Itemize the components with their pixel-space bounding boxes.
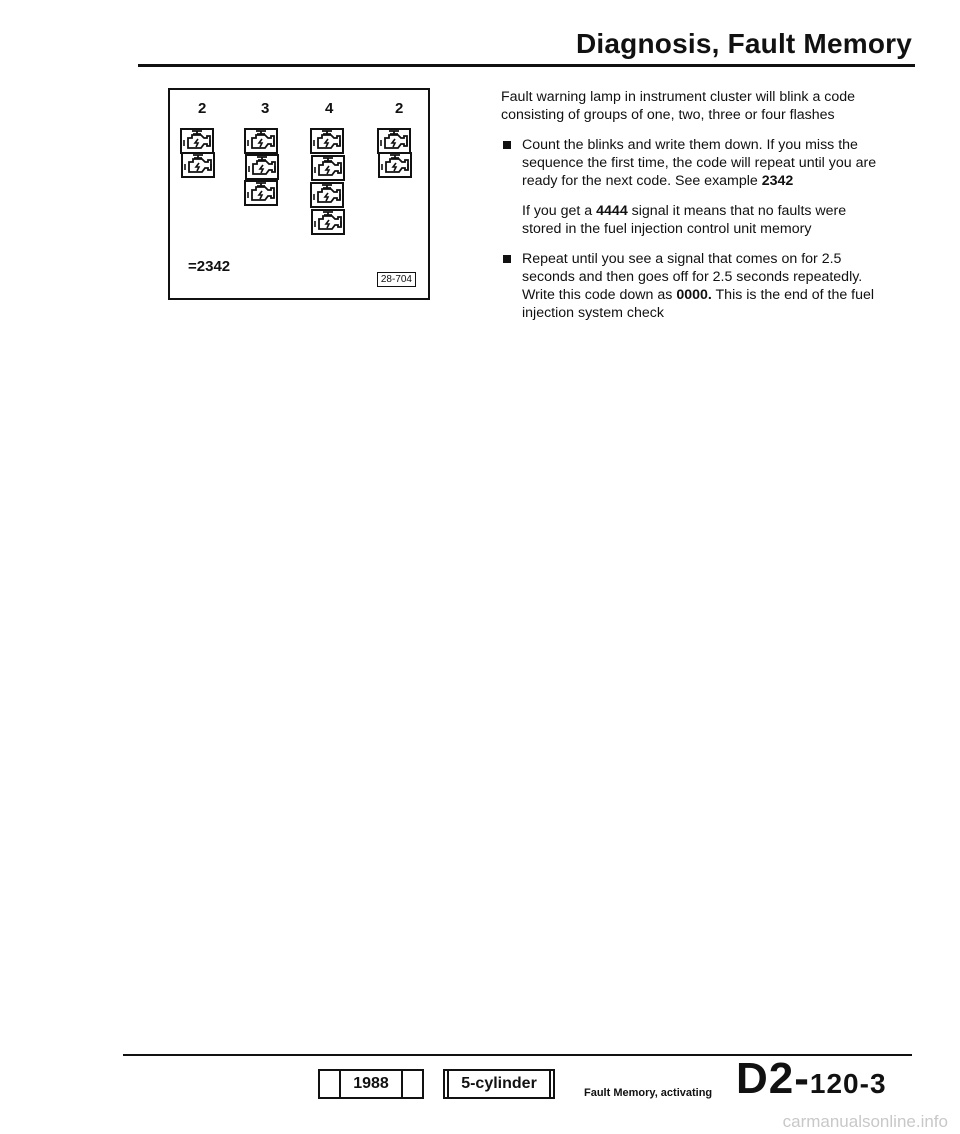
body-text (501, 88, 881, 322)
engine-warning-icon (311, 151, 345, 181)
footer-code-tail: 120-3 (809, 1068, 887, 1099)
bullet-text: This is the end of the fuel injection system check (522, 287, 875, 321)
engine-warning-icon (311, 205, 345, 235)
footer-engine: 5-cylinder (461, 1075, 537, 1092)
footer-page-code (736, 1054, 887, 1104)
bullet-item (501, 136, 881, 190)
bullet-text: Count the blinks and write them down. If you miss the sequence the first time, the code will repeat until you are ready for the next code. See example (522, 137, 877, 189)
engine-warning-icon (310, 178, 344, 208)
footer-engine-inner (447, 1071, 551, 1097)
engine-warning-icon (181, 148, 215, 178)
figure-column-label: 2 (395, 100, 404, 117)
bullet-square-icon (503, 141, 511, 149)
engine-warning-icon (244, 176, 278, 206)
no-fault-code: 4444 (596, 203, 628, 219)
sub-paragraph-text: If you get a (522, 203, 593, 219)
blink-code-figure (168, 88, 430, 300)
footer-section-title: Fault Memory, activating (584, 1087, 713, 1099)
bullet-square-icon (503, 255, 511, 263)
figure-reference: 28-704 (377, 272, 416, 287)
figure-column-label: 3 (261, 100, 270, 117)
sub-paragraph (501, 202, 881, 238)
footer-year-box (318, 1069, 424, 1099)
footer-engine-box (443, 1069, 555, 1099)
footer-year: 1988 (353, 1075, 389, 1092)
example-code: 2342 (761, 173, 794, 189)
figure-column-label: 4 (325, 100, 334, 117)
watermark: carmanualsonline.info (782, 1112, 948, 1131)
page-header-title: Diagnosis, Fault Memory (576, 28, 912, 59)
footer-code-main: D2- (736, 1054, 810, 1103)
end-code: 0000. (676, 287, 712, 303)
header-rule (138, 64, 915, 67)
sub-paragraph-text: signal it means that no faults were stored in the fuel injection control unit memory (522, 203, 847, 237)
footer-year-inner (339, 1071, 403, 1097)
intro-paragraph: Fault warning lamp in instrument cluster will blink a code consisting of groups of one, two, three or four flashes (501, 89, 856, 123)
engine-warning-icon (310, 124, 344, 154)
engine-warning-icon (378, 148, 412, 178)
figure-column-label: 2 (198, 100, 207, 117)
figure-caption: =2342 (188, 258, 231, 275)
bullet-text: Repeat until you see a signal that comes on for 2.5 seconds and then goes off for 2.5 seconds repeatedly. Write this code down as (522, 251, 863, 303)
bullet-item (501, 250, 881, 322)
